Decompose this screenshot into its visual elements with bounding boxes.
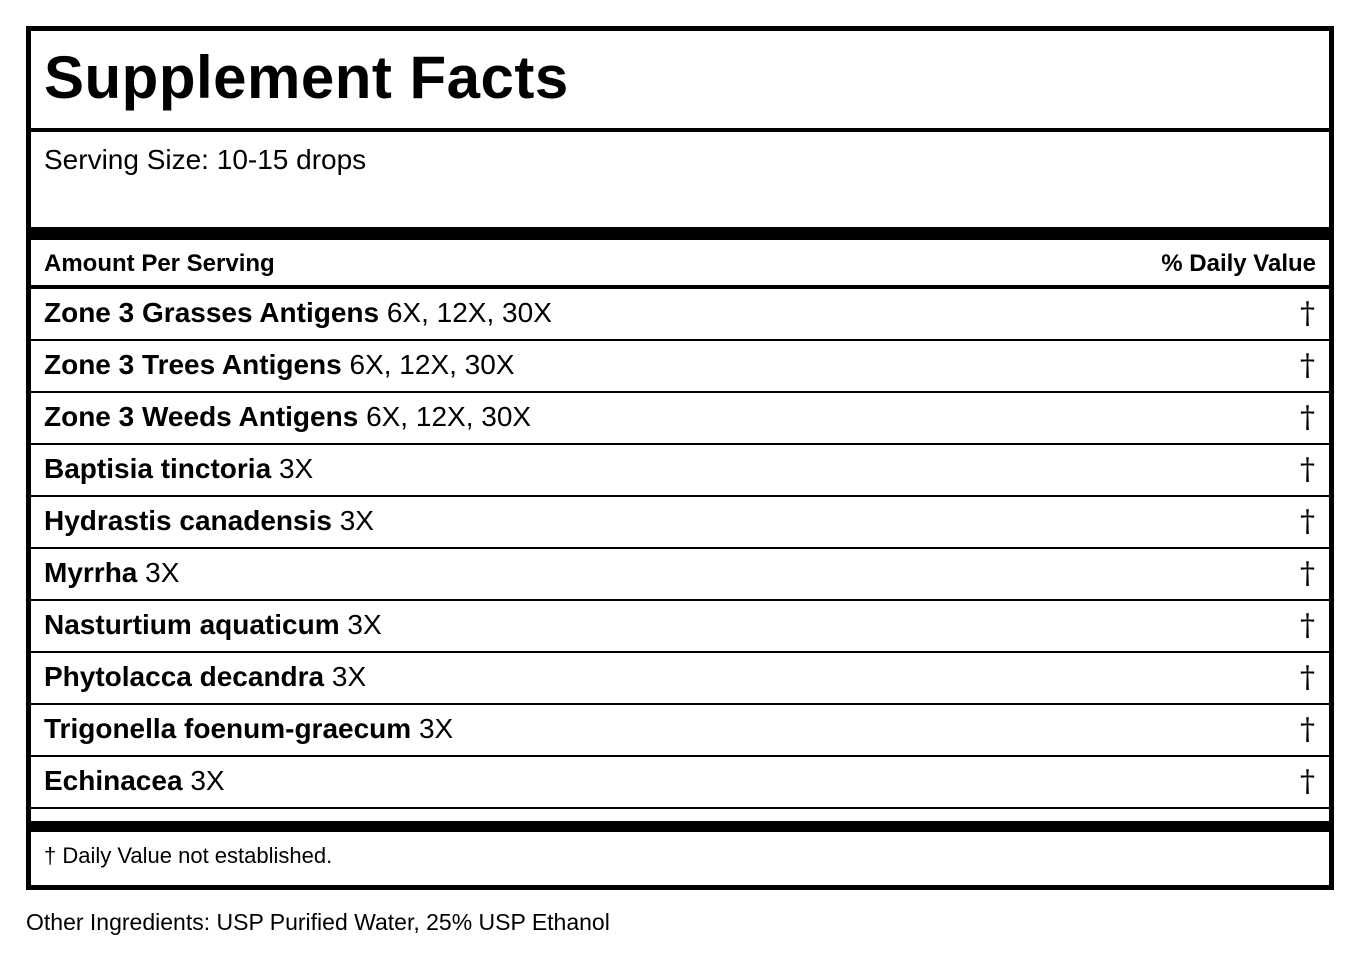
thick-divider-bottom bbox=[31, 821, 1329, 832]
supplement-facts-panel bbox=[26, 26, 1334, 890]
ingredient-name: Zone 3 Weeds Antigens bbox=[44, 401, 359, 432]
daily-value-dagger: † bbox=[1300, 504, 1315, 539]
ingredient-row bbox=[31, 549, 1329, 601]
daily-value-dagger: † bbox=[1300, 556, 1315, 591]
amount-per-serving-header: Amount Per Serving bbox=[44, 250, 275, 277]
column-header-row bbox=[31, 240, 1329, 289]
ingredient-amount: 3X bbox=[347, 609, 382, 640]
daily-value-dagger: † bbox=[1300, 764, 1315, 799]
spacer bbox=[31, 809, 1329, 821]
ingredient-row bbox=[31, 705, 1329, 757]
ingredient-row bbox=[31, 601, 1329, 653]
title-row bbox=[31, 31, 1329, 132]
serving-size: Serving Size: 10-15 drops bbox=[44, 144, 367, 175]
ingredient-amount: 6X, 12X, 30X bbox=[386, 297, 552, 328]
panel-title: Supplement Facts bbox=[44, 44, 569, 111]
daily-value-footnote: † Daily Value not established. bbox=[44, 843, 333, 868]
ingredient-name: Zone 3 Grasses Antigens bbox=[44, 297, 380, 328]
ingredient-row bbox=[31, 497, 1329, 549]
ingredient-amount: 6X, 12X, 30X bbox=[366, 401, 532, 432]
ingredient-amount: 3X bbox=[190, 765, 225, 796]
ingredient-amount: 3X bbox=[331, 661, 367, 692]
daily-value-dagger: † bbox=[1300, 452, 1315, 487]
ingredient-name: Hydrastis canadensis bbox=[44, 505, 332, 536]
other-ingredients: Other Ingredients: USP Purified Water, 25% USP Ethanol bbox=[26, 909, 610, 935]
ingredient-amount: 6X, 12X, 30X bbox=[349, 349, 515, 380]
daily-value-header: % Daily Value bbox=[1161, 250, 1316, 277]
serving-size-row bbox=[31, 132, 1329, 227]
thick-divider bbox=[31, 227, 1329, 240]
ingredient-row bbox=[31, 393, 1329, 445]
daily-value-dagger: † bbox=[1300, 608, 1315, 643]
ingredient-amount: 3X bbox=[339, 505, 374, 536]
ingredient-row bbox=[31, 757, 1329, 809]
daily-value-dagger: † bbox=[1300, 400, 1315, 435]
ingredient-list bbox=[31, 289, 1329, 809]
footnote-row bbox=[31, 832, 1329, 886]
ingredient-amount: 3X bbox=[418, 713, 454, 744]
ingredient-row bbox=[31, 653, 1329, 705]
ingredient-name: Myrrha bbox=[44, 557, 138, 588]
ingredient-name: Phytolacca decandra bbox=[44, 661, 325, 692]
ingredient-amount: 3X bbox=[145, 557, 180, 588]
ingredient-amount: 3X bbox=[278, 453, 314, 484]
ingredient-name: Zone 3 Trees Antigens bbox=[44, 349, 342, 380]
ingredient-name: Nasturtium aquaticum bbox=[44, 609, 340, 640]
daily-value-dagger: † bbox=[1300, 660, 1315, 695]
ingredient-row bbox=[31, 341, 1329, 393]
ingredient-name: Baptisia tinctoria bbox=[44, 453, 272, 484]
ingredient-row bbox=[31, 289, 1329, 341]
daily-value-dagger: † bbox=[1300, 296, 1315, 331]
ingredient-name: Echinacea bbox=[44, 765, 183, 796]
ingredient-row bbox=[31, 445, 1329, 497]
daily-value-dagger: † bbox=[1300, 712, 1315, 747]
ingredient-name: Trigonella foenum-graecum bbox=[44, 713, 412, 744]
daily-value-dagger: † bbox=[1300, 348, 1315, 383]
